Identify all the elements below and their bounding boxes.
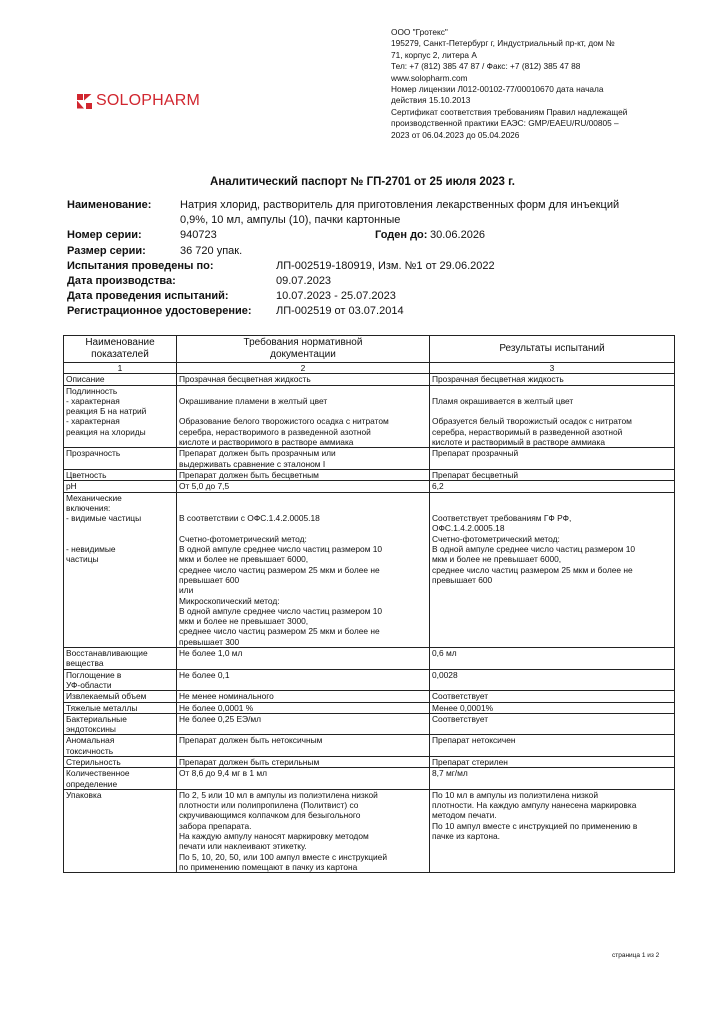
indicator-cell: Описание: [64, 374, 177, 385]
tests-value: ЛП-002519-180919, Изм. №1 от 29.06.2022: [276, 259, 495, 272]
series-value: 940723: [180, 229, 217, 242]
requirement-cell: Препарат должен быть нетоксичным: [177, 735, 430, 757]
reg-value: ЛП-002519 от 03.07.2014: [276, 305, 404, 318]
result-cell: Препарат прозрачный: [430, 448, 675, 470]
result-cell: Менее 0,0001%: [430, 702, 675, 713]
result-cell: Соответствует требованиям ГФ РФ, ОФС.1.4.2.0005.18 Счетно-фотометрический метод: В одной ампуле среднее число частиц размером 10 мкм и более не превышает 6000, среднее число частиц размером 25 мкм и более не превышает 600: [430, 492, 675, 647]
size-label: Размер серии:: [67, 244, 146, 257]
size-value: 36 720 упак.: [180, 244, 243, 257]
requirement-cell: От 8,6 до 9,4 мг в 1 мл: [177, 768, 430, 790]
name-value: Натрия хлорид, растворитель для приготовления лекарственных форм для инъекций 0,9%, 10 мл, ампулы (10), пачки картонные: [180, 199, 620, 227]
requirement-cell: Не более 0,0001 %: [177, 702, 430, 713]
indicator-cell: Цветность: [64, 469, 177, 480]
requirement-cell: Прозрачная бесцветная жидкость: [177, 374, 430, 385]
company-website: www.solopharm.com: [391, 72, 468, 83]
indicator-cell: Количественное определение: [64, 768, 177, 790]
table-header-row: [64, 336, 675, 363]
name-label: Наименование:: [67, 199, 152, 211]
requirement-cell: По 2, 5 или 10 мл в ампулы из полиэтилена низкой плотности или полипропилена (Политвист) со скручивающимся колпачком для безыгольного забора препарата. На каждую ампулу наносят маркировку методом печати или наклеивают этикетку. По 5, 10, 20, 50, или 100 ампул вместе с инструкцией по применению помещают в пачку из картона: [177, 789, 430, 872]
prod-value: 09.07.2023: [276, 275, 332, 288]
table-row: [64, 735, 675, 757]
table-row: [64, 448, 675, 470]
table-row: [64, 374, 675, 385]
requirement-cell: Препарат должен быть бесцветным: [177, 469, 430, 480]
table-row: [64, 481, 675, 492]
result-cell: По 10 мл в ампулы из полиэтилена низкой плотности. На каждую ампулу нанесена маркировка методом печати. По 10 ампул вместе с инструкцией по применению в пачке из картона.: [430, 789, 675, 872]
company-phone: Тел: +7 (812) 385 47 87 / Факс: +7 (812) 385 47 88: [391, 61, 581, 72]
company-license: Номер лицензии Л012-00102-77/00010670 дата начала действия 15.10.2013: [391, 84, 604, 106]
result-cell: 0,6 мл: [430, 648, 675, 670]
requirement-cell: Не более 1,0 мл: [177, 648, 430, 670]
result-cell: Препарат бесцветный: [430, 469, 675, 480]
indicator-cell: Прозрачность: [64, 448, 177, 470]
table-row: [64, 713, 675, 735]
product-info: [67, 198, 677, 320]
table-row: [64, 469, 675, 480]
table-number-row: [64, 363, 675, 374]
info-row-series: [67, 228, 677, 243]
indicator-cell: Подлинность - характерная реакция Б на натрий - характерная реакция на хлориды: [64, 385, 177, 448]
table-row: [64, 768, 675, 790]
indicator-cell: Упаковка: [64, 789, 177, 872]
column-number: 3: [430, 363, 675, 374]
company-name: ООО "Гротекс": [391, 27, 448, 37]
requirement-cell: Не более 0,25 ЕЭ/мл: [177, 713, 430, 735]
table-row: [64, 702, 675, 713]
table-row: [64, 669, 675, 691]
test-results-table: [63, 335, 675, 873]
requirement-cell: Не более 0,1: [177, 669, 430, 691]
indicator-cell: Механические включения: - видимые частицы - невидимые частицы: [64, 492, 177, 647]
indicator-cell: pH: [64, 481, 177, 492]
indicator-cell: Восстанавливающие вещества: [64, 648, 177, 670]
header-indicator: Наименование показателей: [64, 336, 177, 363]
logo-text: SOLOPHARM: [96, 92, 201, 109]
table-row: [64, 492, 675, 647]
header-requirements: Требования нормативной документации: [177, 336, 430, 363]
requirement-cell: Не менее номинального: [177, 691, 430, 702]
page-number: страница 1 из 2: [612, 952, 660, 959]
table-row: [64, 789, 675, 872]
info-row-tests: [67, 259, 677, 274]
requirement-cell: Окрашивание пламени в желтый цвет Образование белого творожистого осадка с нитратом серебра, нерастворимого в разведенной азотной кислоте и растворимого в растворе аммиака: [177, 385, 430, 448]
table-row: [64, 691, 675, 702]
indicator-cell: Извлекаемый объем: [64, 691, 177, 702]
expiry-value: 30.06.2026: [430, 229, 486, 242]
result-cell: 6,2: [430, 481, 675, 492]
document-title: Аналитический паспорт № ГП-2701 от 25 июля 2023 г.: [210, 176, 515, 188]
result-cell: Соответствует: [430, 713, 675, 735]
table-row: [64, 756, 675, 767]
indicator-cell: Тяжелые металлы: [64, 702, 177, 713]
info-row-test-date: [67, 289, 677, 304]
tests-label: Испытания проведены по:: [67, 259, 214, 272]
requirement-cell: От 5,0 до 7,5: [177, 481, 430, 492]
result-cell: Препарат стерилен: [430, 756, 675, 767]
logo-mark-icon: [77, 94, 92, 109]
prod-label: Дата производства:: [67, 275, 176, 288]
company-info: [391, 27, 691, 141]
info-row-size: [67, 244, 677, 259]
indicator-cell: Бактериальные эндотоксины: [64, 713, 177, 735]
company-certificate: Сертификат соответствия требованиям Правил надлежащей производственной практики ЕАЭС: GMP/EAEU/RU/00805 – 2023 от 06.04.2023 до 05.04.2026: [391, 106, 628, 140]
column-number: 2: [177, 363, 430, 374]
result-cell: 0,0028: [430, 669, 675, 691]
expiry-label: Годен до:: [375, 229, 428, 242]
result-cell: Прозрачная бесцветная жидкость: [430, 374, 675, 385]
solopharm-logo: [77, 92, 200, 110]
series-label: Номер серии:: [67, 229, 142, 242]
info-row-prod: [67, 274, 677, 289]
requirement-cell: Препарат должен быть прозрачным или выдерживать сравнение с эталоном I: [177, 448, 430, 470]
result-cell: Пламя окрашивается в желтый цвет Образуется белый творожистый осадок с нитратом серебра, нерастворимый в разведенной азотной кислоте и растворимый в растворе аммиака: [430, 385, 675, 448]
company-address: 195279, Санкт-Петербург г, Индустриальный пр-кт, дом № 71, корпус 2, литера А: [391, 38, 615, 60]
requirement-cell: Препарат должен быть стерильным: [177, 756, 430, 767]
result-cell: 8,7 мг/мл: [430, 768, 675, 790]
test-date-value: 10.07.2023 - 25.07.2023: [276, 290, 396, 303]
requirement-cell: В соответствии с ОФС.1.4.2.0005.18 Счетно-фотометрический метод: В одной ампуле среднее число частиц размером 10 мкм и более не превышает 6000, среднее число частиц размером 25 мкм и более не превышает 600 или Микроскопический метод: В одной ампуле среднее число частиц размером 10 мкм и более не превышает 3000, среднее число частиц размером 25 мкм и более не превышает 300: [177, 492, 430, 647]
table-row: [64, 648, 675, 670]
column-number: 1: [64, 363, 177, 374]
info-row-name: [67, 198, 677, 228]
header-results: Результаты испытаний: [430, 336, 675, 363]
info-row-reg: [67, 304, 677, 319]
result-cell: Соответствует: [430, 691, 675, 702]
indicator-cell: Аномальная токсичность: [64, 735, 177, 757]
indicator-cell: Стерильность: [64, 756, 177, 767]
indicator-cell: Поглощение в УФ-области: [64, 669, 177, 691]
table-row: [64, 385, 675, 448]
test-date-label: Дата проведения испытаний:: [67, 290, 229, 303]
result-cell: Препарат нетоксичен: [430, 735, 675, 757]
reg-label: Регистрационное удостоверение:: [67, 305, 252, 318]
